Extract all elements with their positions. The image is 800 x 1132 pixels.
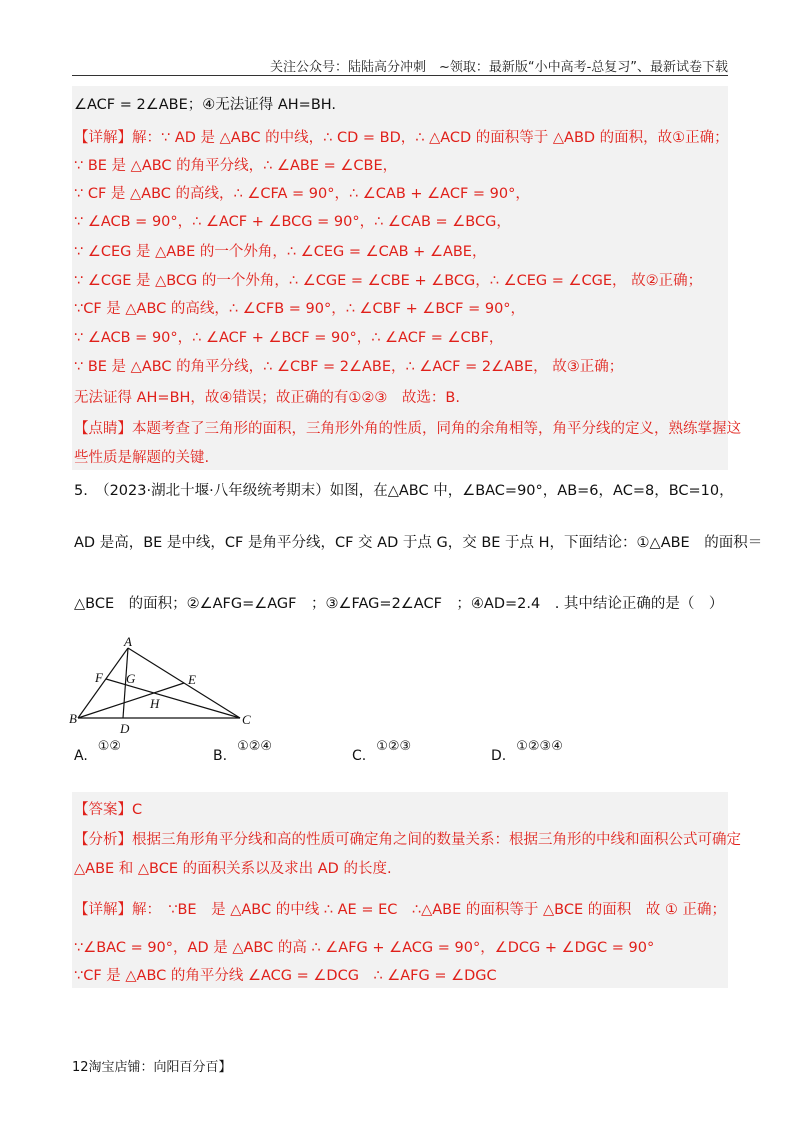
- option-d-value: ①②③④: [516, 739, 563, 754]
- option-b[interactable]: [213, 739, 273, 764]
- option-d[interactable]: [491, 739, 563, 764]
- option-c[interactable]: [352, 739, 412, 764]
- option-c-value: ①②③: [376, 739, 412, 754]
- question-line-1: 5. （2023·湖北十堰·八年级统考期末）如图，在△ABC 中，∠BAC=90°，AB=6，AC=8，BC=10，: [74, 483, 734, 499]
- label-e: E: [188, 672, 196, 687]
- answer-line-3: △ABE 和 △BCE 的面积关系以及求出 AD 的长度.: [74, 861, 392, 877]
- prev-line-3: ∵ BE 是 △ABC 的角平分线，∴ ∠ABE = ∠CBE，: [74, 158, 398, 174]
- label-c: C: [242, 712, 251, 727]
- question-line-3: △BCE 的面积；②∠AFG=∠AGF ；③∠FAG=2∠ACF ；④AD=2.4 . 其中结论正确的是（ ）: [74, 596, 724, 612]
- prev-line-5: ∵ ∠ACB = 90°，∴ ∠ACF + ∠BCG = 90°，∴ ∠CAB = ∠BCG，: [74, 214, 511, 230]
- option-a-value: ①②: [97, 739, 122, 754]
- page-header: 关注公众号：陆陆高分冲刺 ~领取：最新版“小中高考-总复习”、最新试卷下载: [269, 60, 728, 75]
- prev-line-8: ∵CF 是 △ABC 的高线，∴ ∠CFB = 90°，∴ ∠CBF + ∠BCF = 90°，: [74, 301, 526, 317]
- prev-line-7: ∵ ∠CGE 是 △BCG 的一个外角，∴ ∠CGE = ∠CBE + ∠BCG，∴ ∠CEG = ∠CGE， 故②正确；: [74, 273, 703, 289]
- option-b-value: ①②④: [237, 739, 273, 754]
- prev-line-4: ∵ CF 是 △ABC 的高线，∴ ∠CFA = 90°，∴ ∠CAB + ∠ACF = 90°，: [74, 186, 530, 202]
- question-line-2: AD 是高，BE 是中线，CF 是角平分线，CF 交 AD 于点 G，交 BE 于点 H，下面结论：①△ABE 的面积＝: [74, 535, 763, 551]
- header-rule: [72, 75, 728, 76]
- option-a-letter: A.: [74, 748, 88, 764]
- label-h: H: [150, 696, 160, 711]
- prev-line-13: 些性质是解题的关键.: [74, 450, 210, 466]
- prev-line-6: ∵ ∠CEG 是 △ABE 的一个外角，∴ ∠CEG = ∠CAB + ∠ABE，: [74, 244, 487, 260]
- prev-line-11: 无法证得 AH=BH，故④错误；故正确的有①②③ 故选：B.: [74, 390, 460, 406]
- answer-line-6: ∵CF 是 △ABC 的角平分线 ∠ACG = ∠DCG ∴ ∠AFG = ∠DGC: [74, 968, 497, 984]
- page-footer: 12淘宝店铺：向阳百分百】: [72, 1060, 232, 1075]
- option-c-letter: C.: [352, 748, 367, 764]
- label-b: B: [69, 711, 77, 726]
- prev-line-2: 【详解】解：∵ AD 是 △ABC 的中线，∴ CD = BD，∴ △ACD 的面积等于 △ABD 的面积，故①正确；: [74, 130, 729, 146]
- answer-line-2: 【分析】根据三角形角平分线和高的性质可确定角之间的数量关系：根据三角形的中线和面积公式可确定: [74, 832, 741, 848]
- answer-line-4: 【详解】解： ∵BE 是 △ABC 的中线 ∴ AE = EC ∴△ABE 的面积等于 △BCE 的面积 故 ① 正确；: [74, 902, 726, 918]
- label-d: D: [120, 721, 130, 736]
- label-g: G: [126, 671, 136, 686]
- prev-line-10: ∵ BE 是 △ABC 的角平分线，∴ ∠CBF = 2∠ABE，∴ ∠ACF = 2∠ABE， 故③正确；: [74, 359, 624, 375]
- option-b-letter: B.: [213, 748, 228, 764]
- answer-line-5: ∵∠BAC = 90°，AD 是 △ABC 的高 ∴ ∠AFG + ∠ACG = 90°，∠DCG + ∠DGC = 90°: [74, 940, 655, 956]
- prev-line-12: 【点睛】本题考查了三角形的面积，三角形外角的性质，同角的余角相等，角平分线的定义，熟练掌握这: [74, 421, 741, 437]
- label-f: F: [95, 670, 103, 685]
- option-a[interactable]: [74, 739, 122, 764]
- prev-line-9: ∵ ∠ACB = 90°，∴ ∠ACF + ∠BCF = 90°，∴ ∠ACF = ∠CBF，: [74, 330, 504, 346]
- answer-line-1: 【答案】C: [74, 802, 143, 818]
- label-a: A: [124, 636, 132, 649]
- prev-line-1: ∠ACF = 2∠ABE；④无法证得 AH=BH.: [74, 97, 337, 113]
- option-d-letter: D.: [491, 748, 507, 764]
- triangle-figure: [68, 636, 268, 736]
- segment-be: [78, 683, 184, 718]
